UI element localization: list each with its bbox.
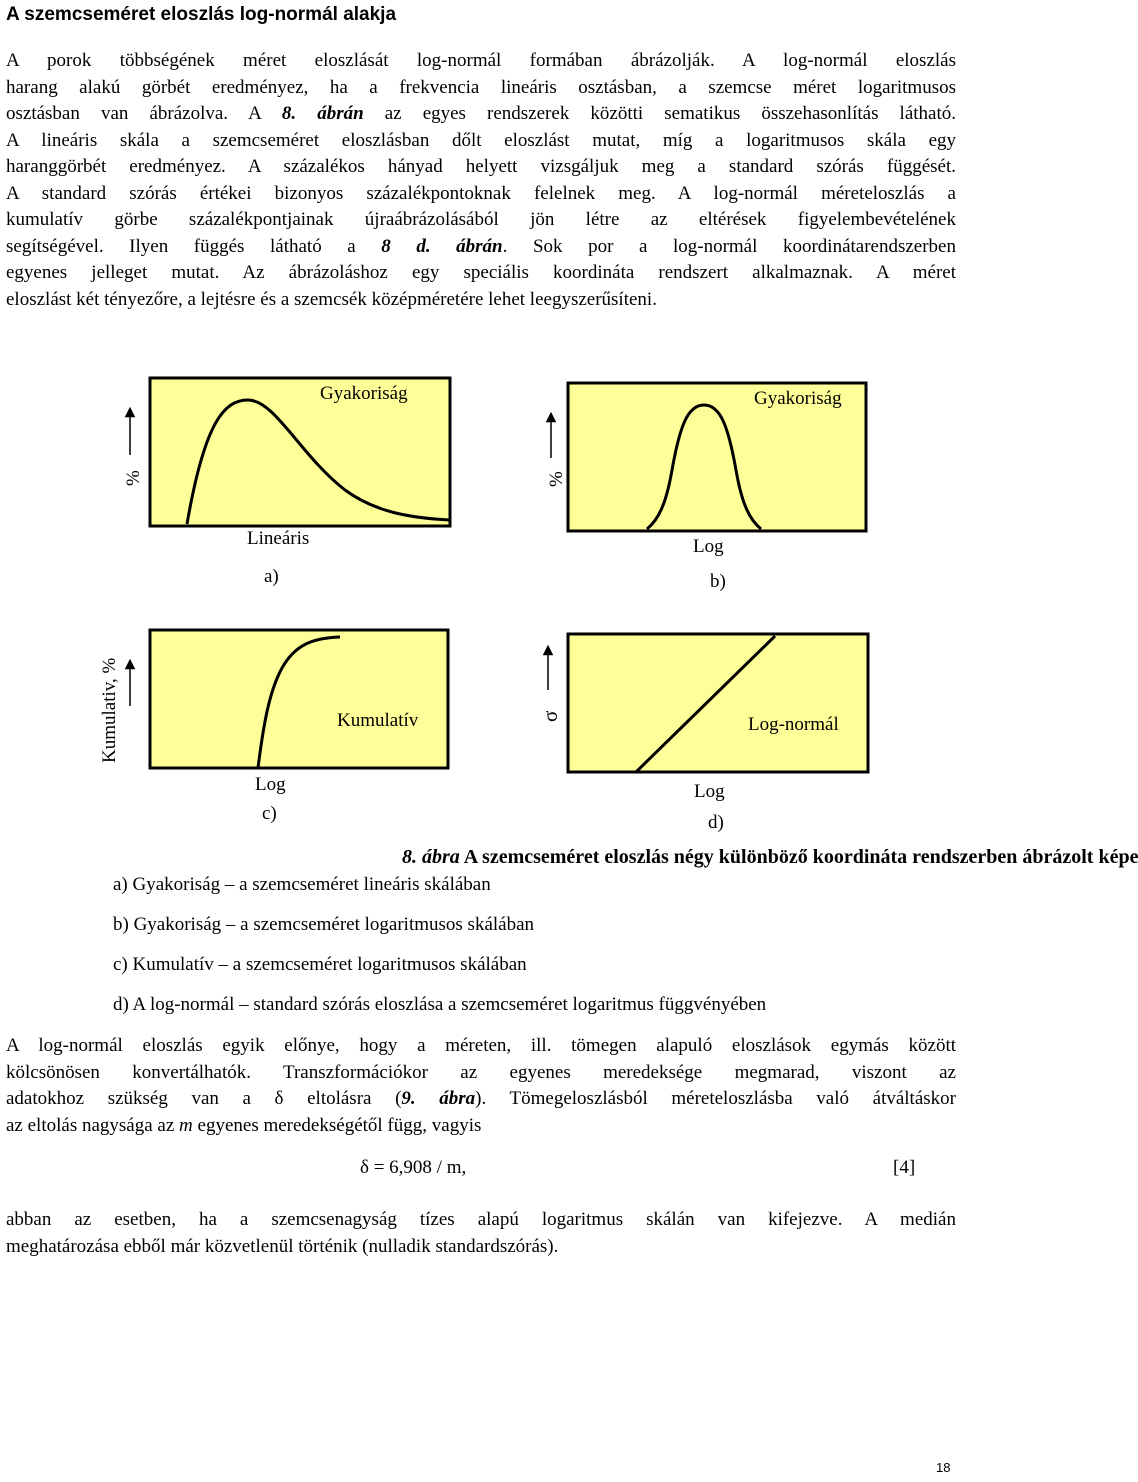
text-line [6, 1113, 956, 1140]
text-line: abban az esetben, ha a szemcsenagyság tízes alapú logaritmus skálán van kifejezve. A medián [6, 1209, 956, 1230]
text-run: az eltolás nagysága az [6, 1114, 180, 1136]
panel-d-frame [568, 634, 868, 772]
panel-a-scale-label: Lineáris [247, 528, 310, 549]
panel-d-scale-label: Log [694, 781, 725, 802]
panel-b-axis-label: % [546, 471, 567, 487]
panel-a-tag: a) [264, 566, 279, 587]
panel-a-axis-label: % [123, 470, 144, 486]
median-paragraph [6, 1207, 956, 1260]
figure-8 [0, 360, 960, 840]
text-line [6, 1086, 956, 1113]
figure-reference[interactable]: 8 d. ábrán [381, 235, 503, 257]
panel-d-axis-label: σ [538, 710, 562, 722]
figure-caption [402, 846, 1138, 869]
caption-item-a: a) Gyakoriság – a szemcseméret lineáris skálában [113, 874, 491, 895]
panel-b-title: Gyakoriság [754, 388, 842, 409]
text-line: eloszlást két tényezőre, a lejtésre és a szemcsék középméretére lehet leegyszerűsíteni. [6, 288, 657, 310]
text-run: adatokhoz szükség van a δ eltolásra ( [6, 1088, 402, 1109]
caption-label: 8. ábra [402, 846, 460, 868]
text-line [6, 234, 956, 261]
text-line [6, 101, 956, 128]
panel-b-scale-label: Log [693, 536, 724, 557]
panel-c-tag: c) [262, 803, 277, 824]
panel-b [546, 383, 866, 592]
text-line: A log-normál eloszlás egyik előnye, hogy a méreten, ill. tömegen alapuló eloszlások egymás között [6, 1035, 956, 1056]
text-line: haranggörbét eredményez. A százalékos hányad helyett vizsgáljuk meg a standard szórás függését. [6, 156, 956, 177]
page-number: 18 [936, 1460, 951, 1475]
text-run: . Sok por a log-normál koordinátarendszerben [502, 235, 956, 257]
figure-reference[interactable]: 9. ábra [401, 1088, 476, 1109]
equation-number: [4] [893, 1157, 916, 1178]
panel-c-title: Kumulatív [337, 710, 419, 731]
caption-item-b: b) Gyakoriság – a szemcseméret logaritmusos skálában [113, 914, 535, 935]
text-line: A porok többségének méret eloszlását log-normál formában ábrázolják. A log-normál eloszlás [6, 50, 956, 71]
text-line: egyenes jelleget mutat. Az ábrázoláshoz egy speciális koordináta rendszert alkalmaznak. A méret [6, 262, 956, 283]
text-run: az egyes rendszerek közötti sematikus összehasonlítás látható. [363, 103, 957, 124]
panel-b-tag: b) [710, 571, 726, 592]
text-run: egyenes meredekségétől függ, vagyis [192, 1114, 482, 1136]
text-run: segítségével. Ilyen függés látható a [6, 235, 382, 257]
text-line: kumulatív görbe százalékpontjainak újraábrázolásából jön létre az eltérések figyelembevételének [6, 209, 956, 230]
panel-d-tag: d) [708, 812, 724, 833]
text-line: meghatározása ebből már közvetlenül történik (nulladik standardszórás). [6, 1235, 559, 1257]
text-run: ). Tömegeloszlásból méreteloszlásba való átváltáskor [475, 1088, 956, 1109]
section-heading: A szemcseméret eloszlás log-normál alakja [6, 4, 397, 25]
variable-m: m [179, 1114, 193, 1136]
intro-paragraph [6, 48, 956, 313]
caption-item-c: c) Kumulatív – a szemcseméret logaritmusos skálában [113, 954, 527, 975]
panel-c-frame [150, 630, 448, 768]
panel-d [538, 634, 868, 833]
conversion-paragraph [6, 1033, 956, 1139]
panel-c-scale-label: Log [255, 774, 286, 795]
panel-c-axis-label: Kumulativ, % [99, 657, 120, 763]
panel-a [123, 378, 450, 587]
text-line: harang alakú görbét eredményez, ha a frekvencia lineáris osztásban, a szemcse méret logaritmusos [6, 76, 956, 98]
panel-c [99, 630, 448, 824]
text-line: kölcsönösen konvertálhatók. Transzformációkor az egyenes meredeksége megmarad, viszont az [6, 1061, 956, 1083]
text-line: A lineáris skála a szemcseméret eloszlásban dőlt eloszlást mutat, míg a logaritmusos skála egy [6, 129, 956, 151]
caption-text: A szemcseméret eloszlás négy különböző koordináta rendszerben ábrázolt képe [459, 846, 1138, 868]
figure-reference[interactable]: 8. ábrán [281, 103, 364, 124]
text-run: osztásban van ábrázolva. A [6, 103, 282, 124]
caption-item-d: d) A log-normál – standard szórás eloszlása a szemcseméret logaritmus függvényében [113, 994, 767, 1015]
panel-d-title: Log-normál [748, 714, 839, 735]
panel-a-title: Gyakoriság [320, 383, 408, 404]
equation: δ = 6,908 / m, [360, 1157, 467, 1178]
text-line: A standard szórás értékei bizonyos százalékpontoknak felelnek meg. A log-normál méreteloszlás a [6, 182, 956, 204]
